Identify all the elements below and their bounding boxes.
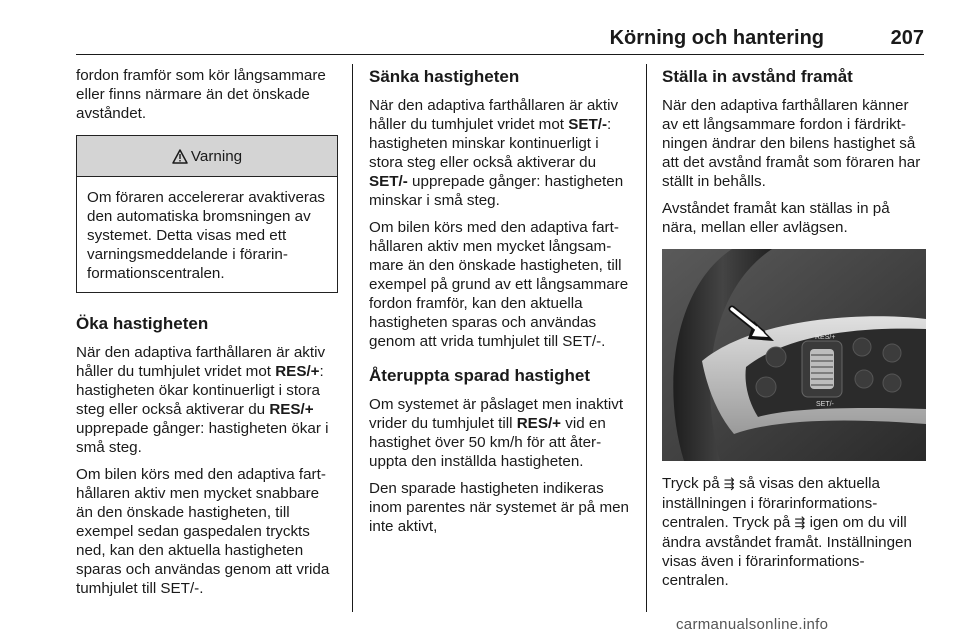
page-header: [0, 0, 960, 56]
wheel-label-set: SET/-: [816, 401, 834, 408]
text-run: : hastigheten minskar kontinuerligt i stora steg eller också aktiverar du: [369, 116, 612, 171]
text-run: igen om du vill ändra avståndet framåt. Inställningen visas även i förarinformationscentralen.: [662, 514, 912, 589]
text-run: upprepade gånger: hastigheten minskar i små steg.: [369, 173, 624, 209]
key-res: RES/+: [269, 401, 314, 418]
warning-triangle-icon: [172, 149, 188, 164]
text-run: : hastigheten ökar kontinuerligt i stora steg eller också aktiverar du: [76, 363, 324, 418]
text-run: När den adaptiva farthållaren är aktiv håller du tumhjulet vridet mot: [369, 97, 619, 133]
heading-resume-speed: Återuppta sparad hastighet: [369, 366, 591, 385]
warning-title: Varning: [190, 147, 243, 165]
column-3: [662, 66, 926, 598]
key-res: RES/+: [516, 415, 562, 432]
resume-paragraph-2: Den sparade hastigheten indikeras inom parentes när systemet är på men inte aktivt,: [369, 480, 629, 535]
text-run: upprepade gånger: hastigheten ökar i små steg.: [76, 420, 329, 456]
text-run: När den adaptiva farthållaren är aktiv håller du tumhjulet vridet mot: [76, 344, 326, 380]
resume-paragraph-1: [369, 395, 633, 471]
wheel-label-res: RES/+: [815, 334, 836, 341]
text-run: Tryck på: [662, 475, 724, 492]
column-2: [369, 66, 633, 544]
distance-setting-icon: ⇶: [723, 477, 735, 492]
text-run: Om systemet är påslaget men inaktivt vrider du tumhjulet till: [369, 396, 624, 432]
text-run: vid en hastighet över 50 km/h för att återuppta den inställda hastigheten.: [369, 415, 606, 470]
key-set: SET/-: [568, 116, 608, 133]
increase-paragraph-1: [76, 343, 338, 457]
text-run: så visas den aktuella inställningen i förarinformationscentralen. Tryck på: [662, 475, 881, 531]
warning-box: [76, 135, 338, 293]
increase-paragraph-2: Om bilen körs med den adaptiva farthållaren aktiv men mycket snabbare än den önskade hastigheten, till exempel sedan gaspedalen tryckts ned, kan den aktuella hastigheten sparas och användas genom att vrida tumhjulet till SET/-.: [76, 466, 330, 597]
decrease-paragraph-1: [369, 96, 633, 210]
heading-increase-speed: Öka hastigheten: [76, 314, 209, 333]
steering-wheel-controls-photo: [662, 249, 926, 461]
section-title: Körning och hantering: [609, 27, 824, 49]
heading-distance: Ställa in avstånd framåt: [662, 67, 853, 86]
key-res: RES/+: [275, 363, 320, 380]
distance-button-paragraph: [662, 474, 926, 590]
heading-decrease-speed: Sänka hastigheten: [369, 67, 520, 86]
column-divider: [352, 64, 353, 612]
key-set: SET/-: [369, 173, 408, 190]
decrease-paragraph-2: Om bilen körs med den adaptiva farthållaren aktiv men mycket långsammare än den önskade hastigheten, till exempel på grund av ett långsammare fordon framför, kan den aktuella hastigheten sparas och användas genom att vrida tumhjulet till SET/-.: [369, 219, 629, 350]
distance-setting-icon: ⇶: [794, 516, 806, 531]
header-rule: [76, 54, 924, 55]
warning-text: Om föraren accelererar avaktiveras den automatiska bromsningen av systemet. Detta visas med ett varningsmeddelande i förarinformationscentralen.: [87, 189, 326, 282]
column-1: [76, 66, 338, 606]
column-divider: [646, 64, 647, 612]
distance-paragraph-1: När den adaptiva farthållaren känner av ett långsammare fordon i färdriktningen ändrar den bilens hastighet så att det avstånd framåt som föraren har ställt in behålls.: [662, 97, 921, 190]
watermark: carmanualsonline.info: [676, 616, 829, 633]
distance-paragraph-2: Avståndet framåt kan ställas in på nära, mellan eller avlägsen.: [662, 200, 890, 236]
page-number: 207: [890, 27, 924, 49]
intro-paragraph: fordon framför som kör långsammare eller finns närmare än det önskade avståndet.: [76, 67, 326, 122]
warning-header: [77, 136, 337, 177]
